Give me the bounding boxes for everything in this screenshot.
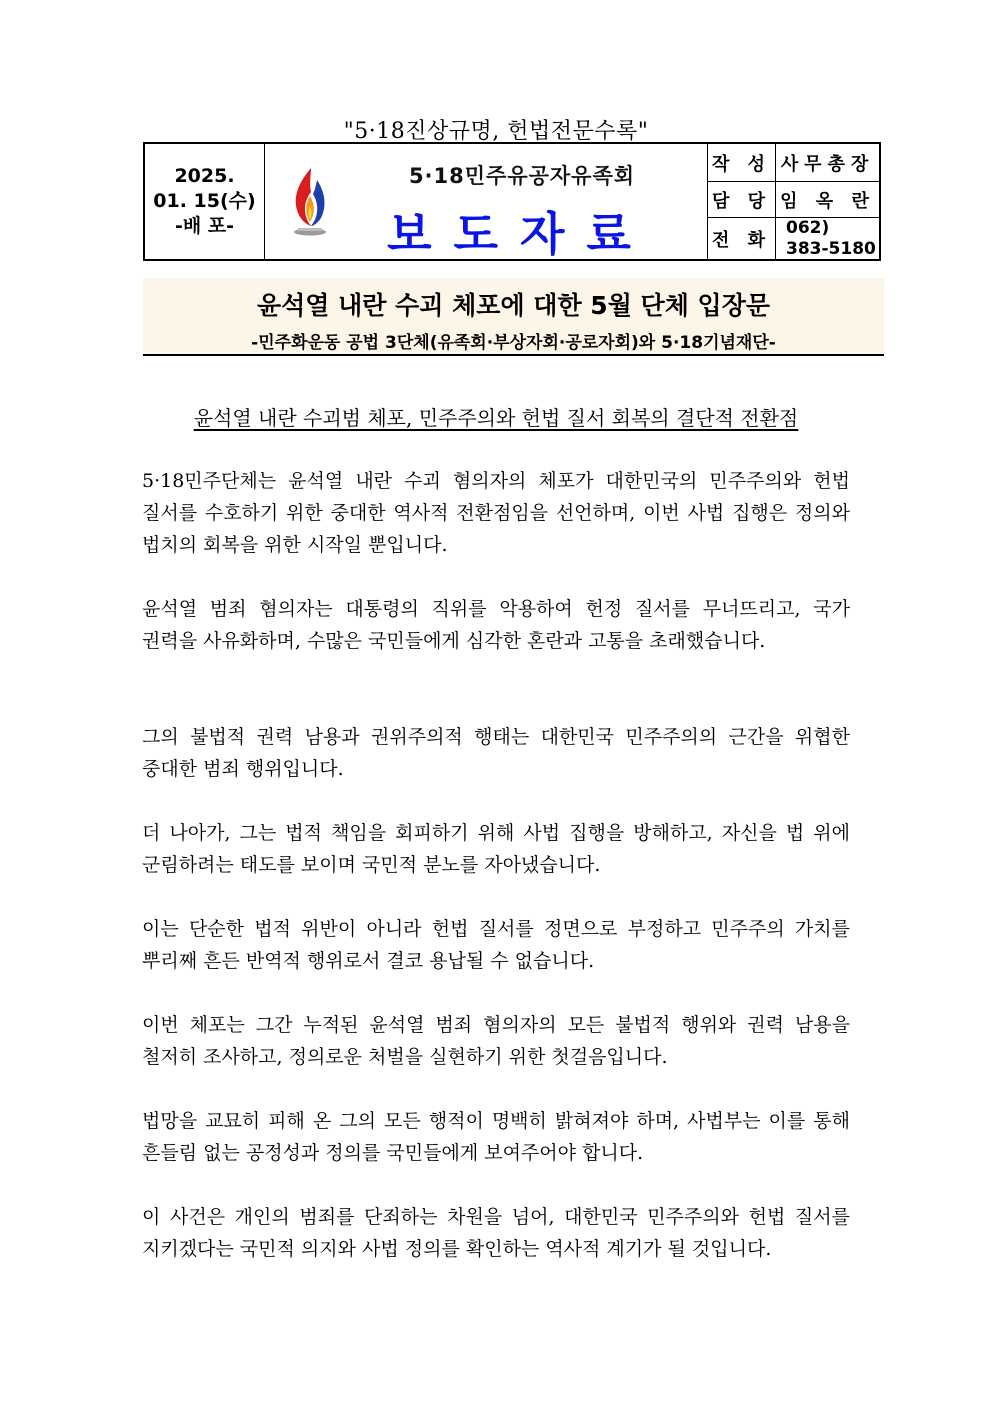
- author-value: 사무총장: [780, 153, 875, 175]
- section-title: 윤석열 내란 수괴범 체포, 민주주의와 헌법 질서 회복의 결단적 전환점: [193, 406, 799, 430]
- organization-name: 5·18민주유공자유족회: [408, 164, 636, 188]
- body-paragraph-7: 법망을 교묘히 피해 온 그의 모든 행적이 명백히 밝혀져야 하며, 사법부는 이를 통해 흔들림 없는 공정성과 정의를 국민들에게 보여주어야 합니다.: [142, 1110, 850, 1164]
- phone-area-code: 062): [786, 217, 830, 238]
- body-paragraph-6: 이번 체포는 그간 누적된 윤석열 범죄 혐의자의 모든 불법적 행위와 권력 남용을 철저히 조사하고, 정의로운 처벌을 실현하기 위한 첫걸음입니다.: [142, 1014, 850, 1068]
- author-row: [708, 144, 879, 182]
- headline-box: [143, 278, 884, 356]
- phone-row: [708, 218, 879, 259]
- phone-label: 전 화: [708, 218, 776, 259]
- press-release-title: 보도자료: [387, 207, 653, 261]
- body-paragraph-8: 이 사건은 개인의 범죄를 단죄하는 차원을 넘어, 대한민국 민주주의와 헌법 질서를 지키겠다는 국민적 의지와 사법 정의를 확인하는 역사적 계기가 될 것입니다.: [142, 1206, 850, 1260]
- author-label: 작 성: [708, 144, 776, 181]
- body-paragraph-4: 더 나아가, 그는 법적 책임을 회피하기 위해 사법 집행을 방해하고, 자신을 법 위에 군림하려는 태도를 보이며 국민적 분노를 자아냈습니다.: [142, 822, 850, 876]
- date-year: 2025.: [174, 165, 235, 187]
- logo-area: [265, 144, 708, 259]
- manager-label: 담 당: [708, 182, 776, 217]
- contact-info: [708, 144, 879, 259]
- body-paragraph-2: 윤석열 범죄 혐의자는 대통령의 직위를 악용하여 헌정 질서를 무너뜨리고, 국가 권력을 사유화하며, 수많은 국민들에게 심각한 혼란과 고통을 초래했습니다.: [142, 598, 850, 652]
- date-day: 01. 15(수): [153, 190, 256, 212]
- release-date: [145, 144, 265, 259]
- body-paragraph-5: 이는 단순한 법적 위반이 아니라 헌법 질서를 정면으로 부정하고 민주주의 가치를 뿌리째 흔든 반역적 행위로서 결코 용납될 수 없습니다.: [142, 918, 850, 972]
- press-release-header: [143, 142, 881, 261]
- subheadline: -민주화운동 공법 3단체(유족회·부상자회·공로자회)와 5·18기념재단-: [251, 333, 776, 353]
- distribution-label: -배 포-: [174, 215, 235, 237]
- manager-row: [708, 182, 879, 218]
- slogan: "5·18진상규명, 헌법전문수록": [343, 119, 649, 144]
- phone-number: 383-5180: [786, 238, 876, 259]
- phone-value: [776, 218, 879, 259]
- flame-emblem-icon: [289, 166, 331, 238]
- manager-value: 임 옥 란: [780, 190, 875, 212]
- body-paragraph-1: 5·18민주단체는 윤석열 내란 수괴 혐의자의 체포가 대한민국의 민주주의와 헌법 질서를 수호하기 위한 중대한 역사적 전환점임을 선언하며, 이번 사법 집행은 정의와 법치의 회복을 위한 시작일 뿐입니다.: [142, 470, 850, 556]
- body-paragraph-3: 그의 불법적 권력 남용과 권위주의적 행태는 대한민국 민주주의의 근간을 위협한 중대한 범죄 행위입니다.: [142, 726, 850, 780]
- headline: 윤석열 내란 수괴 체포에 대한 5월 단체 입장문: [256, 291, 771, 320]
